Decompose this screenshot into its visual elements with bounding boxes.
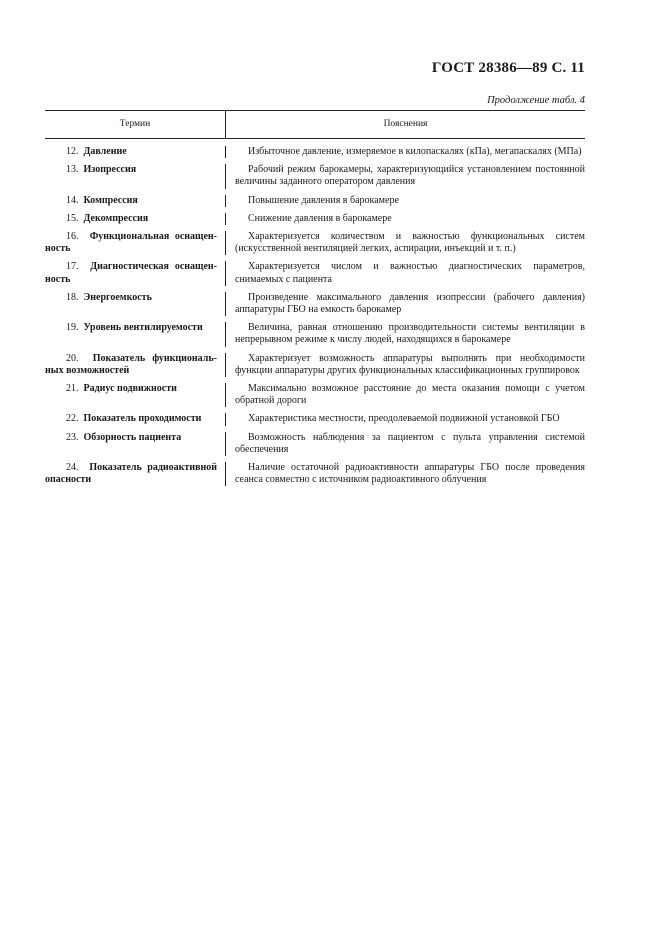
term-line [45,383,217,395]
term-name-continued: ных возможностей [45,364,130,376]
explanation-cell [225,462,585,486]
term-line [45,353,217,365]
term-name: Изопрессия [83,164,137,176]
term-cell [45,432,225,456]
term-cell [45,195,225,207]
term-number: 15. [66,212,79,224]
term-name: Компрессия [83,194,138,206]
term-number: 17. [66,261,79,273]
explanation-text: Избыточное давление, измеряемое в килопаскалях (кПа), мегапаскалях (МПа) [248,146,582,157]
explanation-cell [225,383,585,407]
explanation-cell [225,146,585,158]
term-name: Показатель проходимости [83,413,202,425]
term-line [45,432,217,444]
term-name: Декомпрессия [83,212,149,224]
term-cell [45,353,225,377]
term-number: 22. [66,413,79,425]
term-number: 20. [66,352,79,364]
term-line [45,146,217,158]
term-number: 16. [66,231,79,243]
table-continuation-note: Продолжение табл. 4 [487,95,585,106]
term-cell [45,213,225,225]
term-number: 23. [66,431,79,443]
term-line [45,261,217,273]
term-cell [45,383,225,407]
term-cell [45,261,225,285]
explanation-text: Наличие остаточной радиоактивности аппаратуры ГБО после проведения сеанса совместно с источником радиоактивного облучения [235,462,585,486]
term-line [45,292,217,304]
term-cell [45,164,225,188]
term-name: Энергоемкость [83,291,152,303]
table-row [45,456,585,486]
term-number: 19. [66,322,79,334]
table-row [45,377,585,407]
explanation-text: Рабочий режим барокамеры, характеризующийся установлением постоянной величины заданного оператором давления [235,164,585,188]
explanation-cell [225,231,585,255]
explanation-text: Максимально возможное расстояние до места оказания помощи с учетом обратной дороги [235,383,585,407]
explanation-cell [225,292,585,316]
term-name: Обзорность пациента [83,431,182,443]
term-line [45,322,217,334]
explanation-text: Повышение давления в барокамере [248,194,399,206]
table-row [45,189,585,207]
page-header: ГОСТ 28386—89 С. 11 [431,60,585,76]
term-number: 14. [66,194,79,206]
explanation-text: Характеризуется числом и важностью диагностических параметров, снимаемых с пациента [235,261,585,285]
term-cell [45,231,225,255]
term-cell [45,146,225,158]
term-name: Показатель радиоактивной [89,462,217,474]
explanation-cell [225,413,585,425]
term-line [45,164,217,176]
term-cell [45,462,225,486]
term-name: Давление [83,146,127,157]
term-name-continued: ность [45,243,71,255]
table-body [45,139,585,486]
explanation-cell [225,322,585,346]
table-row [45,158,585,188]
term-number: 21. [66,383,79,395]
term-cell [45,292,225,316]
explanation-cell [225,432,585,456]
table-row [45,286,585,316]
explanation-text: Снижение давления в барокамере [248,212,392,224]
term-number: 24. [66,462,79,474]
explanation-text: Характеризуется количеством и важностью функциональных систем (искусственной вентиляцией легких, аспирации, инъекций и т. п.) [235,231,585,255]
terms-table [45,110,585,486]
term-name-continued: ность [45,273,71,285]
term-cell [45,322,225,346]
term-name-continued: опасности [45,474,92,486]
explanation-cell [225,261,585,285]
term-name: Показатель функциональ- [92,352,217,364]
term-name: Уровень вентилируемости [83,322,203,334]
table-row [45,225,585,255]
explanation-text: Произведение максимального давления изопрессии (рабочего давления) аппаратуры ГБО на емкость барокамер [235,291,585,316]
table-header [45,110,585,139]
term-cell [45,413,225,425]
term-name: Радиус подвижности [83,383,177,395]
table-row [45,347,585,377]
table-row [45,207,585,225]
term-number: 18. [66,291,79,303]
column-header-term: Термин [119,119,151,130]
table-row [45,139,585,158]
explanation-cell [225,164,585,188]
table-row [45,426,585,456]
term-line [45,231,217,243]
table-row [45,255,585,285]
explanation-text: Характеристика местности, преодолеваемой подвижной установкой ГБО [248,413,560,425]
explanation-text: Возможность наблюдения за пациентом с пульта управления системой обеспечения [235,431,585,455]
column-header-explanation: Пояснения [225,111,585,138]
term-name: Функциональная оснащен- [89,231,218,243]
explanation-text: Характеризует возможность аппаратуры выполнять при необходимости функции аппаратуры других функциональных классификационных группировок [235,352,585,376]
term-line [45,413,217,425]
term-line [45,462,217,474]
term-name: Диагностическая оснащен- [90,261,218,273]
explanation-cell [225,195,585,207]
term-line [45,195,217,207]
explanation-cell [225,213,585,225]
explanation-text: Величина, равная отношению производительности системы вентиляции в непрерывном режиме к числу людей, находящихся в барокамере [235,322,585,346]
explanation-cell [225,353,585,377]
term-line [45,213,217,225]
table-row [45,316,585,346]
table-row [45,407,585,425]
term-number: 13. [66,164,79,176]
term-number: 12. [66,146,79,157]
